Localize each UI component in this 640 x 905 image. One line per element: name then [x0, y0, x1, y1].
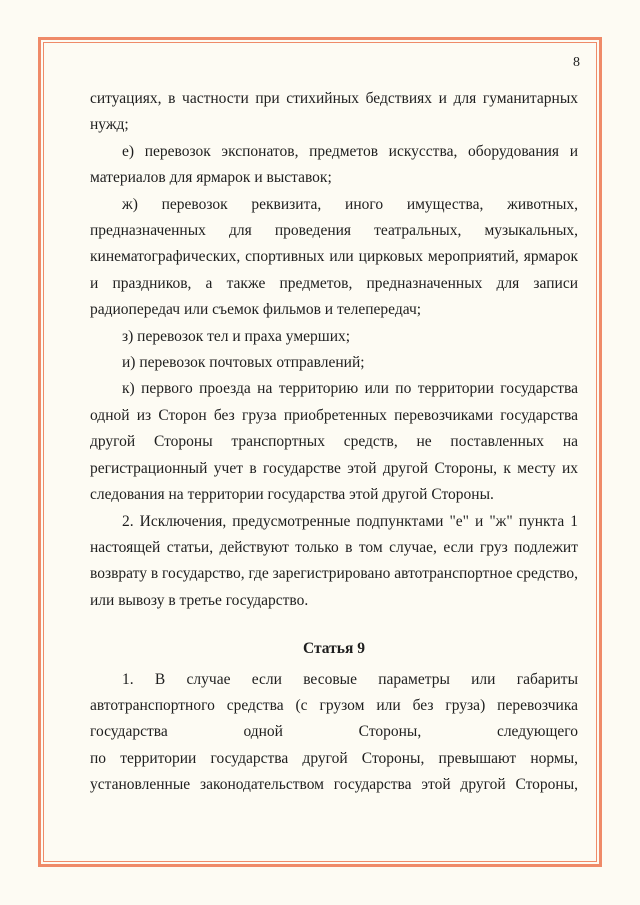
article-line: 1. В случае если весовые параметры или габариты — [122, 670, 578, 688]
article-line: установленные законодательством государства этой другой Стороны, — [90, 776, 578, 794]
page-number: 8 — [573, 55, 580, 70]
paragraph-item-e: е) перевозок экспонатов, предметов искусства, оборудования и материалов для ярмарок и выставок; — [90, 142, 578, 187]
paragraph-continuation: ситуациях, в частности при стихийных бедствиях и для гуманитарных нужд; — [90, 90, 578, 134]
article-line: по территории государства другой Стороны, превышают нормы, — [90, 749, 578, 767]
paragraph-clause-2: 2. Исключения, предусмотренные подпунктами "е" и "ж" пункта 1 настоящей статьи, действуют только в том случае, если груз подлежит возврату в государство, где зарегистрировано автотранспортное средство, или вывозу в третье государство. — [90, 512, 579, 609]
article-line: государства одной Стороны, следующего — [90, 723, 578, 741]
article-heading: Статья 9 — [303, 640, 365, 658]
paragraph-item-zh: ж) перевозок реквизита, иного имущества, животных, предназначенных для проведения театральных, музыкальных, кинематографических, спортивных или цирковых мероприятий, ярмарок и праздников, а также предметов, предназначенных для записи радиопередач или съемок фильмов и телепередач; — [90, 195, 578, 319]
paragraph-item-z: з) перевозок тел и праха умерших; — [122, 327, 351, 345]
article-line: автотранспортного средства (с грузом или без груза) перевозчика — [90, 696, 578, 714]
paragraph-item-k: к) первого проезда на территорию или по территории государства одной из Сторон без груза приобретенных перевозчиками государства другой Стороны транспортных средств, не поставленных на регистрационный учет в государстве этой другой Стороны, к месту их следования на территории государства этой другой Стороны. — [90, 380, 578, 504]
paragraph-item-i: и) перевозок почтовых отправлений; — [122, 354, 365, 372]
document-body — [90, 86, 578, 799]
